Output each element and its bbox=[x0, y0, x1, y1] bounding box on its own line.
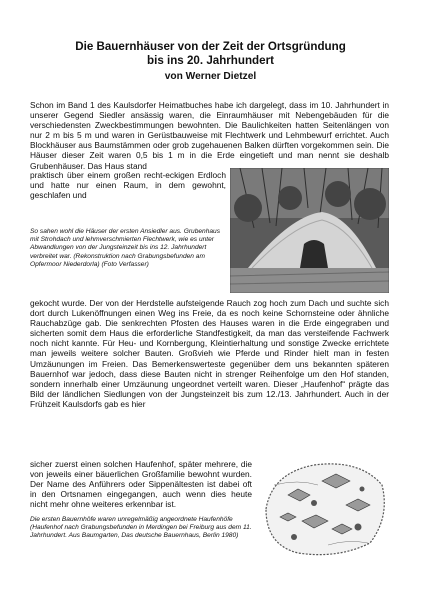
figure-pit-house-photo bbox=[230, 168, 389, 293]
caption-figure1: So sahen wohl die Häuser der ersten Ansiedler aus. Grubenhaus mit Strohdach und lehmverschmierten Flechtwerk, wie es unter Abwandlungen von der Jungsteinzeit bis ins 12. Jahrhundert verbreitet war. (Rekonstruktion nach Grabungsbefunden am Opfermoor Niederdorla) (Foto Verfasser) bbox=[30, 228, 220, 268]
paragraph-continued: gekocht wurde. Der von der Herdstelle aufsteigende Rauch zog hoch zum Dach und suchte sich dort durch Lukenöffnungen einen Weg ins Freie, da es noch keine Schornsteine oder ähnliche Rauchabzüge gab. Die senkrechten Pfosten des Hauses waren in die Erde eingegraben und sicherten somit dem Haus die erforderliche Standfestigkeit, da man das versteifende Fachwerk noch nicht kannte. Für Heu- und Kornbergung, Kleintierhaltung und sonstige Zwecke errichtete man jeweils weitere solcher Bauten. Großvieh wie Pferde und Rinder hielt man in festen Umzäunungen im Freien. Das Bemerkenswerteste gegenüber dem uns bekannten späteren Bauernhof war jedoch, dass diese Bauten nicht in strenger Reihenfolge um den Hof standen, sondern innerhalb einer Umzäunung ungeordnet verteilt waren. Dieser „Haufenhof“ prägte das Bild der ländlichen Siedlungen von der Jungsteinzeit bis zum 12./13. Jahrhundert. Auch in der Frühzeit Kaulsdorfs gab es hier bbox=[30, 298, 389, 409]
title-line-1: Die Bauernhäuser von der Zeit der Ortsgründung bbox=[75, 40, 346, 53]
paragraph-intro: Schon im Band 1 des Kaulsdorfer Heimatbuches habe ich dargelegt, dass im 10. Jahrhundert in unserer Gegend Siedler ansässig waren, die Einraumhäuser mit Nebengebäuden für die verschiedensten Zweckbestimmungen bewohnten. Die Baulichkeiten hatten Seitenlängen von nur 2 m bis 5 m und waren in Gerüstbauweise mit Flechtwerk und Lehmbewurf errichtet. Auch Blockhäuser aus Baumstämmen oder grob zugehauenen Balken dürften vorgekommen sein. Die Häuser dieser Zeit waren 0,5 bis 1 m in die Erde eingetieft und man nennt sie deshalb Grubenhäuser. Das Haus stand bbox=[30, 100, 389, 171]
author-line: von Werner Dietzel bbox=[164, 71, 257, 82]
paragraph-wrap-figure1: praktisch über einem großen recht-eckigen Erdloch und hatte nur einen Raum, in dem gewohnt, geschlafen und bbox=[30, 170, 226, 201]
thatched-pit-house-photo-icon bbox=[230, 168, 389, 293]
title-line-2: bis ins 20. Jahrhundert bbox=[147, 54, 274, 67]
caption-figure2: Die ersten Bauernhöfe waren unregelmäßig angeordnete Haufenhöfe (Haufenhof nach Grabungsbefunden in Merdingen bei Freiburg aus dem 11. Jahrhundert. Aus Baumgarten, Das deutsche Bauernhaus, Berlin 1980) bbox=[30, 516, 252, 540]
paragraph-wrap-figure2: sicher zuerst einen solchen Haufenhof, später mehrere, die von jeweils einer bäuerlichen Großfamilie bewohnt wurden. Der Name des Anführers oder Sippenältesten ist dabei oft in den Ortsnamen eingegangen, auch wenn dies heute nicht mehr ohne weiteres erkennbar ist. bbox=[30, 459, 252, 510]
figure-farmstead-sketch bbox=[258, 455, 391, 561]
scattered-farmstead-sketch-icon bbox=[258, 455, 391, 561]
page-title bbox=[30, 40, 391, 68]
